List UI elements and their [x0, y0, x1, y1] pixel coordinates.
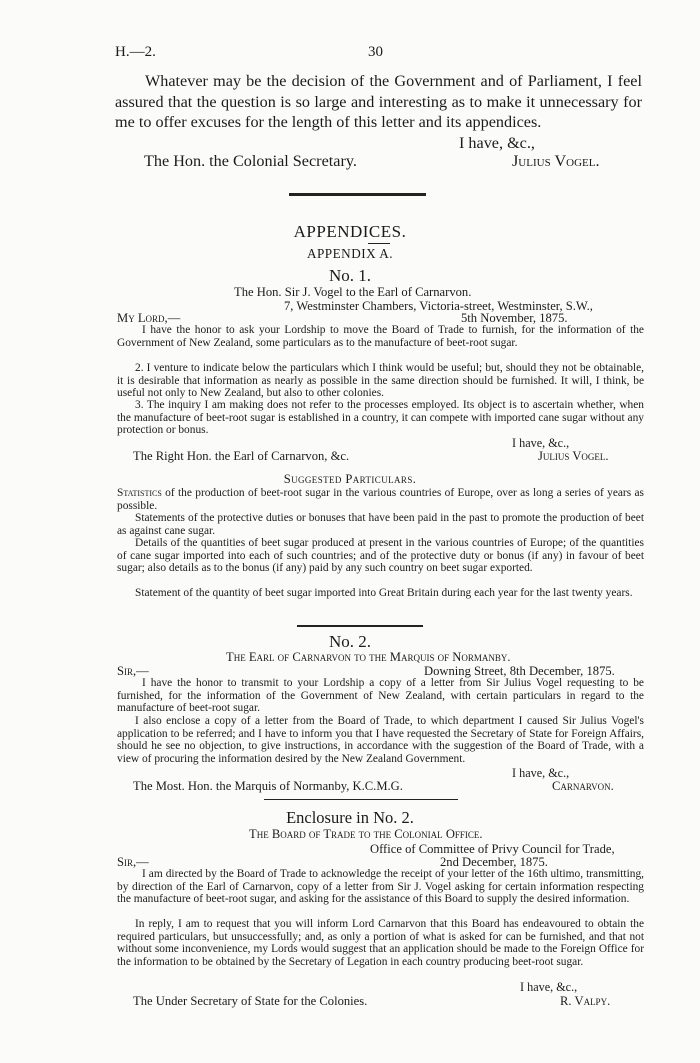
enclosure-paragraph: I am directed by the Board of Trade to acknowledge the receipt of your letter of the 16th ultimo, transmitting, by direction of the Earl of Carnarvon, copy of a letter from Sir J. Vogel asking for certain information respecting the manufacture of beet-root sugar, and asking for the assistance of this Board to supply the desired information.: [117, 868, 644, 905]
no1-heading: No. 1.: [328, 266, 372, 285]
no1-paragraph: 3. The inquiry I am making does not refer to the processes employed. Its object is to ascertain whether, when the manufacture of beet-root sugar is established in a country, it can compete with imported cane sugar without any protection or bonus.: [117, 399, 644, 436]
no1-addressee: The Right Hon. the Earl of Carnarvon, &c.: [133, 449, 350, 463]
particulars-paragraph: Statement of the quantity of beet sugar imported into Great Britain during each year for the last twenty years.: [135, 587, 633, 599]
enclosure-closing: I have, &c.,: [520, 980, 578, 994]
letter-closing: I have, &c.,: [459, 134, 535, 152]
no1-closing: I have, &c.,: [512, 436, 570, 450]
particulars-paragraph: [117, 487, 644, 512]
particulars-heading: Suggested Particulars.: [283, 472, 417, 486]
no2-salutation: Sir,—: [117, 664, 149, 678]
document-code: H.—2.: [115, 44, 156, 60]
enclosure-paragraph: In reply, I am to request that you will inform Lord Carnarvon that this Board has endeavoured to obtain the required particulars, but unsuccessfully; and, as only a portion of what is asked for can be furnished, and that not without some inconvenience, my Lords would suggest that an application should be made to the Foreign Office for the information to be obtained by the Secretary of Legation in each country producing beet-root sugar.: [117, 918, 644, 968]
no1-paragraph: I have the honor to ask your Lordship to move the Board of Trade to furnish, for the information of the Government of New Zealand, some particulars as to the manufacture of beet-root sugar.: [117, 324, 644, 349]
particulars-lead: Statistics: [117, 487, 162, 499]
page-number: 30: [368, 44, 383, 60]
no2-signature: Carnarvon.: [552, 779, 614, 793]
no1-signature: Julius Vogel.: [538, 449, 609, 463]
no1-from-to: The Hon. Sir J. Vogel to the Earl of Carnarvon.: [234, 285, 472, 299]
closing-paragraph: Whatever may be the decision of the Government and of Parliament, I feel assured that the question is so large and interesting as to make it unnecessary for me to offer excuses for the length of this letter and its appendices.: [115, 72, 642, 131]
section-divider: [289, 193, 426, 196]
enclosure-salutation: Sir,—: [117, 855, 149, 869]
letter-addressee: The Hon. the Colonial Secretary.: [144, 152, 357, 170]
letter-signature: Julius Vogel.: [512, 152, 600, 170]
no1-paragraph: 2. I venture to indicate below the particulars which I think would be useful; but, should they not be obtainable, it is desirable that information as nearly as possible in the same direction should be furnished. It will, I think, be useful not only to New Zealand, but also to other colonies.: [117, 362, 644, 399]
enclosure-signature: R. Valpy.: [560, 994, 611, 1008]
particulars-paragraph: Statements of the protective duties or bonuses that have been paid in the past to promote the production of beet as against cane sugar.: [117, 512, 644, 537]
appendix-subtitle: APPENDIX A.: [306, 246, 394, 261]
no2-address: Downing Street, 8th December, 1875.: [424, 664, 615, 678]
no2-addressee: The Most. Hon. the Marquis of Normanby, K.C.M.G.: [133, 779, 403, 793]
particulars-paragraph: Details of the quantities of beet sugar produced at present in the various countries of Europe; of the quantities of cane sugar imported into each of such countries; and of the protective duty or bonus (if any) in favour of beet sugar; also details as to the bonus (if any) paid by any such country on beet sugar exported.: [117, 537, 644, 574]
appendices-title: APPENDICES.: [293, 222, 407, 241]
no2-heading: No. 2.: [328, 632, 372, 651]
no1-date: 5th November, 1875.: [461, 311, 568, 325]
section-divider: [264, 799, 458, 800]
no1-address: 7, Westminster Chambers, Victoria-street, Westminster, S.W.,: [284, 299, 593, 313]
enclosure-addressee: The Under Secretary of State for the Colonies.: [133, 994, 368, 1008]
enclosure-address: Office of Committee of Privy Council for Trade,: [370, 842, 615, 856]
enclosure-from-to: The Board of Trade to the Colonial Office.: [249, 827, 483, 841]
enclosure-date: 2nd December, 1875.: [440, 855, 548, 869]
no2-paragraph: I have the honor to transmit to your Lordship a copy of a letter from Sir Julius Vogel requesting to be furnished, for the information of the Government of New Zealand, with certain particulars in regard to the manufacture of beet-root sugar.: [117, 677, 644, 714]
no2-from-to: The Earl of Carnarvon to the Marquis of Normanby.: [226, 650, 511, 664]
section-divider: [297, 625, 423, 627]
title-underline: [368, 243, 390, 244]
no2-closing: I have, &c.,: [512, 766, 570, 780]
no1-salutation: My Lord,—: [117, 311, 181, 325]
enclosure-heading: Enclosure in No. 2.: [286, 808, 414, 827]
no2-paragraph: I also enclose a copy of a letter from the Board of Trade, to which department I caused Sir Julius Vogel's application to be referred; and I have to inform you that I have requested the Secretary of State for Foreign Affairs, should he see no objection, to give instructions, in accordance with the suggestion of the Board of Trade, with a view of procuring the information desired by the New Zealand Government.: [117, 715, 644, 765]
particulars-lead-text: of the production of beet-root sugar in the various countries of Europe, over as long a series of years as possible.: [117, 487, 644, 512]
